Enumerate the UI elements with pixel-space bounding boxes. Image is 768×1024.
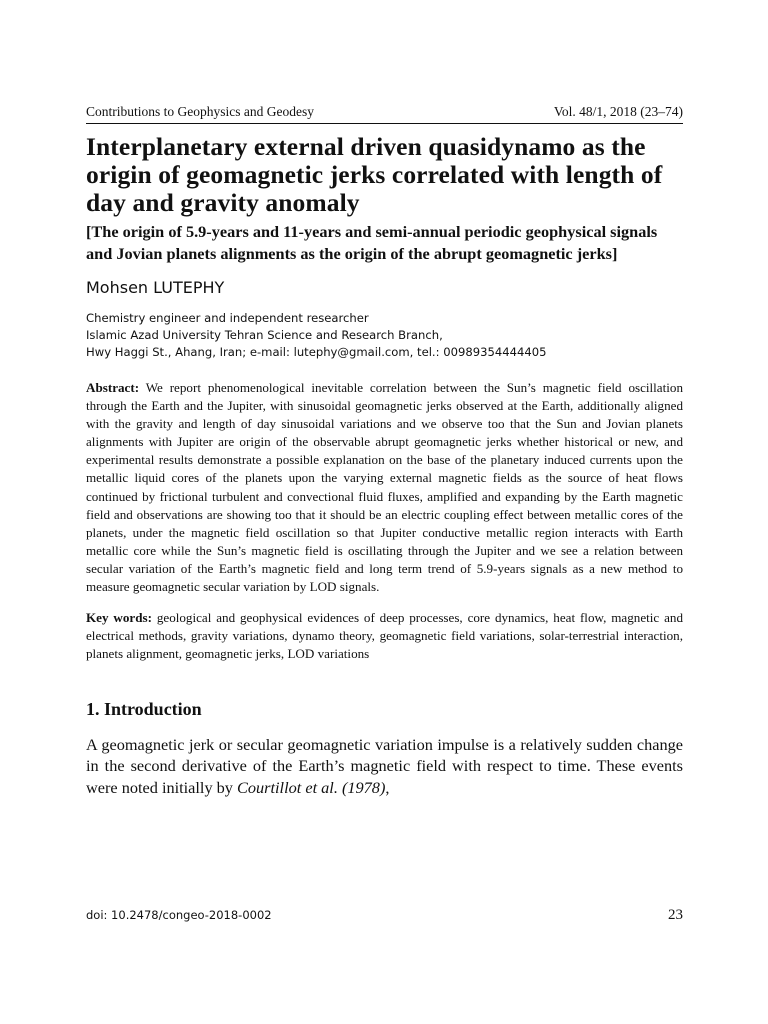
abstract-label: Abstract: xyxy=(86,380,140,395)
author-affiliation xyxy=(86,310,683,361)
page-number: 23 xyxy=(668,907,683,923)
affiliation-line: Islamic Azad University Tehran Science and Research Branch, xyxy=(86,328,443,342)
intro-paragraph xyxy=(86,734,683,799)
citation-link[interactable]: Courtillot et al. (1978) xyxy=(237,777,386,797)
affiliation-line: Chemistry engineer and independent researcher xyxy=(86,311,369,325)
abstract xyxy=(86,379,683,596)
abstract-text: We report phenomenological inevitable correlation between the Sun’s magnetic field oscillation through the Earth and the Jupiter, with sinusoidal geomagnetic jerks observed at the Earth, additionally aligned with the gravity and length of day sinusoidal variations and we observe too that the Sun and Jovian planets alignments with Jupiter are origin of the observable abrupt geomagnetic jerks whether historical or new, and experimental results demonstrate a possible explanation on the base of the planetary induced currents upon the metallic liquid cores of the planets upon the varying external magnetic fields as the source of heat flows continued by frictional turbulent and convectional fluid fluxes, amplified and expanding by the Earth magnetic field and observations are showing too that it should be an electric coupling effect between metallic cores of the planets, under the magnetic field oscillation so that Jupiter conductive metallic region interacts with Earth metallic core while the Sun’s magnetic field is oscillating through the Jupiter and we see a relation between secular variation of the Earth’s magnetic field and long term trend of 5.9-years signals as a new method to measure geomagnetic secular variation by LOD signals. xyxy=(86,380,683,595)
section-heading: 1. Introduction xyxy=(86,698,202,719)
keywords-label: Key words: xyxy=(86,610,152,626)
paper-title: Interplanetary external driven quasidynamo as the origin of geomagnetic jerks correlated with length of day and gravity anomaly xyxy=(86,132,663,217)
intro-text: A geomagnetic jerk or secular geomagnetic variation impulse is a relatively sudden change in the second derivative of the Earth’s magnetic field with respect to time. These events were noted initially by xyxy=(86,734,683,797)
journal-name: Contributions to Geophysics and Geodesy xyxy=(86,104,314,119)
keywords xyxy=(86,609,683,663)
intro-trail: , xyxy=(385,777,390,797)
author-name: Mohsen LUTEPHY xyxy=(86,278,225,297)
volume-info: Vol. 48/1, 2018 (23–74) xyxy=(553,104,683,119)
paper-subtitle: [The origin of 5.9-years and 11-years and semi-annual periodic geophysical signals and Jovian planets alignments as the origin of the abrupt geomagnetic jerks] xyxy=(86,222,658,263)
page-footer xyxy=(86,907,683,924)
running-head xyxy=(86,104,683,124)
paper-page xyxy=(86,104,683,814)
keywords-text: geological and geophysical evidences of deep processes, core dynamics, heat flow, magnetic and electrical methods, gravity variations, dynamo theory, geomagnetic field variations, solar-terrestrial interaction, planets alignment, geomagnetic jerks, LOD variations xyxy=(86,610,683,662)
affiliation-line: Hwy Haggi St., Ahang, Iran; e-mail: lutephy@gmail.com, tel.: 00989354444405 xyxy=(86,345,547,359)
doi: doi: 10.2478/congeo-2018-0002 xyxy=(86,908,272,922)
